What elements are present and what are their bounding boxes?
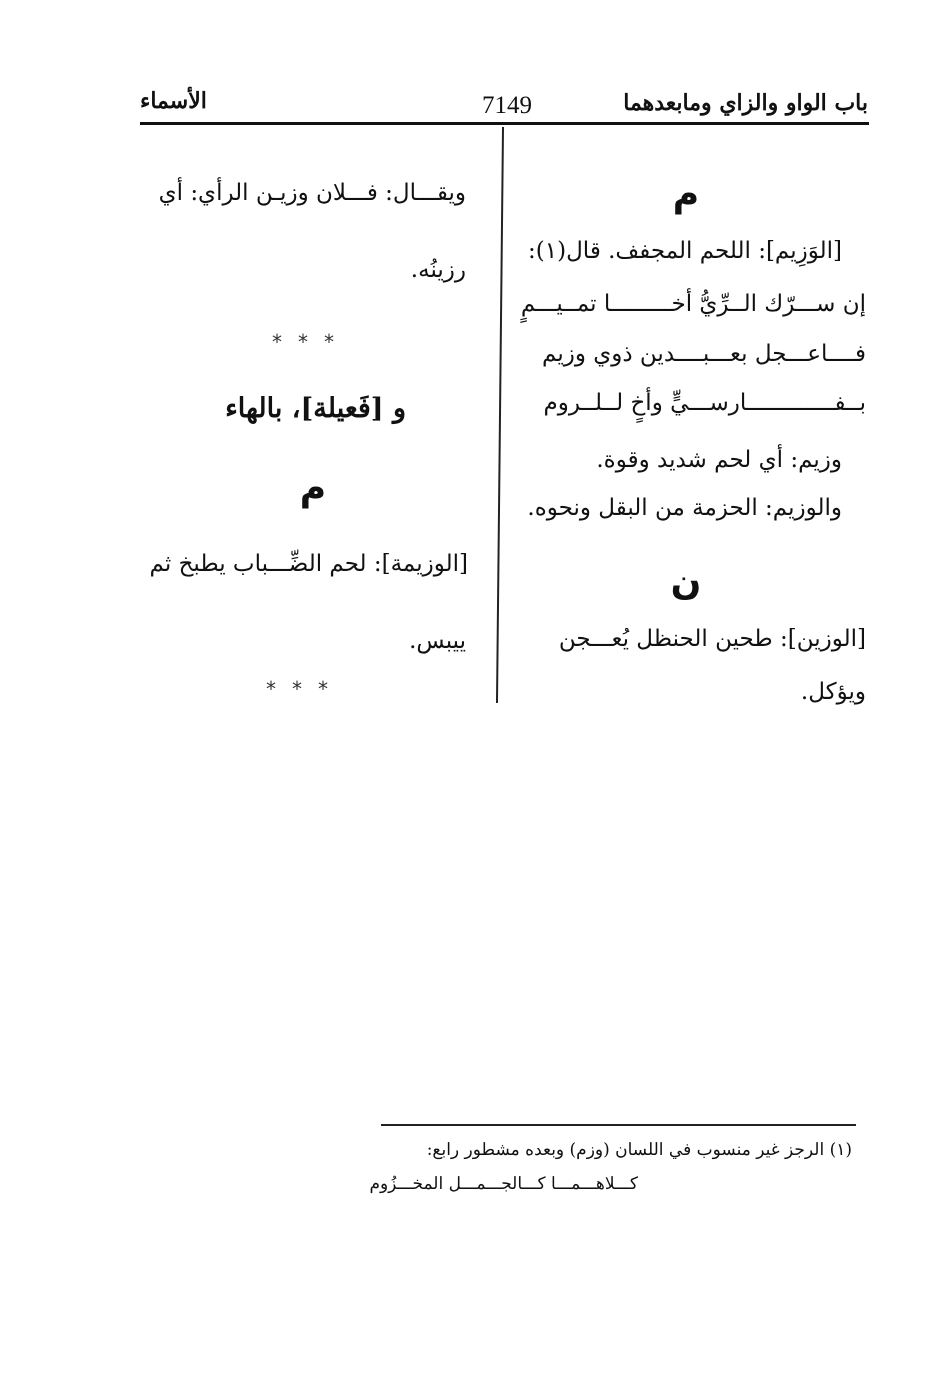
- chapter-title: باب الواو والزاي ومابعدهما: [623, 90, 868, 116]
- entry-wazima: [الوزيمة]: لحم الضِّـــباب يطبخ ثم: [149, 551, 468, 577]
- section-heading-faila: و [فَعيلة]، بالهاء: [225, 393, 406, 424]
- letter-noon-heading: ن: [670, 562, 702, 603]
- entry-wazin: [الوزين]: طحين الحنظل يُعـــجن: [558, 626, 866, 652]
- verse-line-1: إن ســـرّك الــرِّيُّ أخـــــــــا تمــيـــمٍ: [520, 291, 866, 317]
- letter-meem-left-heading: م: [299, 468, 327, 509]
- left-line-1: ويقـــال: فـــلان وزيـن الرأي: أي: [158, 180, 466, 206]
- separator-stars-2: ***: [266, 677, 344, 701]
- wazim-bundle: والوزيم: الحزمة من البقل ونحوه.: [527, 495, 842, 521]
- column-divider: [496, 127, 504, 703]
- entry-wazim-text: [الوَزِيم]: اللحم المجفف. قال(١):: [528, 238, 842, 264]
- section-title: الأسماء: [140, 88, 207, 114]
- entry-wazima-continued: ييبس.: [409, 628, 466, 654]
- verse-line-3: بــفـــــــــــــارســـيٍّ وأخٍ لــلــروم: [543, 390, 866, 416]
- verse-line-2: فــــاعـــجل بعـــبــــدين ذوي وزيم: [542, 341, 866, 367]
- letter-meem-heading: م: [672, 174, 700, 215]
- left-line-2: رزينُه.: [410, 257, 466, 283]
- header-rule: [140, 122, 869, 125]
- footnote-rule: [381, 1124, 856, 1126]
- footnote-1: (١) الرجز غير منسوب في اللسان (وزم) وبعده مشطور رابع:: [426, 1140, 852, 1160]
- entry-wazin-continued: ويؤكل.: [800, 679, 866, 705]
- wazim-meaning: وزيم: أي لحم شديد وقوة.: [596, 447, 842, 473]
- page-number: 7149: [482, 92, 532, 119]
- entry-wazim: [528, 238, 842, 264]
- separator-stars-1: ***: [272, 330, 350, 354]
- footnote-verse: كـــلاهـــمـــا كـــالجـــمـــل المخـــزُوم: [369, 1174, 638, 1194]
